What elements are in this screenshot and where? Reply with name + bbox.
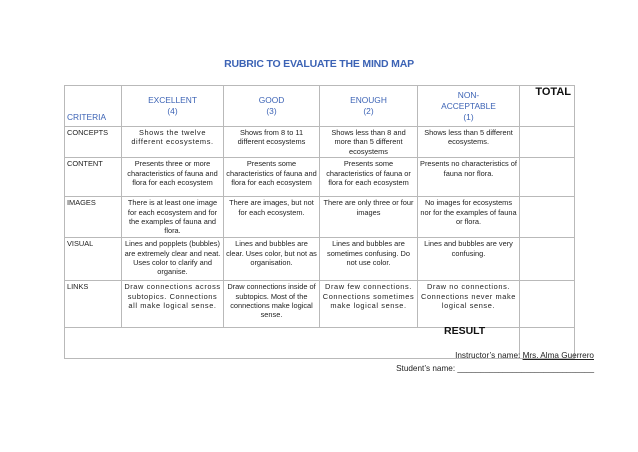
student-line: [396, 364, 594, 373]
student-name-blank[interactable]: ______________________________: [457, 364, 594, 373]
table-row: [65, 281, 575, 328]
criteria-cell: CONTENT: [65, 158, 122, 197]
header-total: TOTAL: [520, 86, 575, 127]
excellent-cell: Shows the twelve different ecosystems.: [122, 127, 224, 158]
header-criteria: CRITERIA: [65, 86, 122, 127]
rubric-table: [64, 85, 575, 359]
header-good: [224, 86, 320, 127]
header-non-label: NON-: [457, 89, 480, 100]
header-excellent-label: EXCELLENT: [148, 95, 197, 105]
header-non-acceptable: [418, 86, 520, 127]
header-acceptable-label: ACCEPTABLE: [441, 100, 496, 111]
non-acceptable-cell: Lines and bubbles are very confusing.: [418, 238, 520, 281]
non-acceptable-cell: Presents no characteristics of fauna nor flora.: [418, 158, 520, 197]
instructor-name: Mrs. Alma Guerrero: [522, 351, 594, 360]
result-label: RESULT: [444, 325, 486, 337]
total-cell[interactable]: [520, 197, 575, 238]
header-enough: [320, 86, 418, 127]
enough-cell: Presents some characteristics of fauna or flora for each ecosystem: [320, 158, 418, 197]
header-excellent: [122, 86, 224, 127]
header-non-points: (1): [463, 111, 474, 122]
table-row: [65, 127, 575, 158]
enough-cell: Draw few connections. Connections sometimes make logical sense.: [320, 281, 418, 328]
header-good-points: (3): [266, 106, 277, 116]
good-cell: Shows from 8 to 11 different ecosystems: [224, 127, 320, 158]
header-good-label: GOOD: [258, 95, 285, 105]
total-cell[interactable]: [520, 158, 575, 197]
header-excellent-points: (4): [167, 106, 178, 116]
excellent-cell: Lines and popplets (bubbles) are extremely clear and neat. Uses color to clarify and organise.: [122, 238, 224, 281]
good-cell: There are images, but not for each ecosystem.: [224, 197, 320, 238]
excellent-cell: Draw connections across subtopics. Connections all make logical sense.: [122, 281, 224, 328]
good-cell: Draw connections inside of subtopics. Most of the connections make logical sense.: [224, 281, 320, 328]
criteria-cell: VISUAL: [65, 238, 122, 281]
excellent-cell: Presents three or more characteristics of fauna and flora for each ecosystem: [122, 158, 224, 197]
enough-cell: Shows less than 8 and more than 5 different ecosystems: [320, 127, 418, 158]
excellent-cell: There is at least one image for each ecosystem and for the examples of fauna and flora.: [122, 197, 224, 238]
header-enough-label: ENOUGH: [350, 95, 387, 105]
criteria-cell: IMAGES: [65, 197, 122, 238]
non-acceptable-cell: No images for ecosystems nor for the examples of fauna or flora.: [418, 197, 520, 238]
table-row: [65, 238, 575, 281]
header-enough-points: (2): [363, 106, 374, 116]
enough-cell: There are only three or four images: [320, 197, 418, 238]
total-cell[interactable]: [520, 281, 575, 328]
good-cell: Lines and bubbles are clear. Uses color, but not as organisation.: [224, 238, 320, 281]
instructor-label: Instructor’s name:: [455, 351, 523, 360]
instructor-line: [455, 351, 594, 360]
enough-cell: Lines and bubbles are sometimes confusing. Do not use color.: [320, 238, 418, 281]
criteria-cell: LINKS: [65, 281, 122, 328]
non-acceptable-cell: Draw no connections. Connections never make logical sense.: [418, 281, 520, 328]
table-row: [65, 158, 575, 197]
total-cell[interactable]: [520, 238, 575, 281]
total-cell[interactable]: [520, 127, 575, 158]
header-row: [65, 86, 575, 127]
student-label: Student’s name:: [396, 364, 458, 373]
good-cell: Presents some characteristics of fauna and flora for each ecosystem: [224, 158, 320, 197]
table-row: [65, 197, 575, 238]
page-title: RUBRIC TO EVALUATE THE MIND MAP: [224, 58, 414, 70]
non-acceptable-cell: Shows less than 5 different ecosystems.: [418, 127, 520, 158]
criteria-cell: CONCEPTS: [65, 127, 122, 158]
